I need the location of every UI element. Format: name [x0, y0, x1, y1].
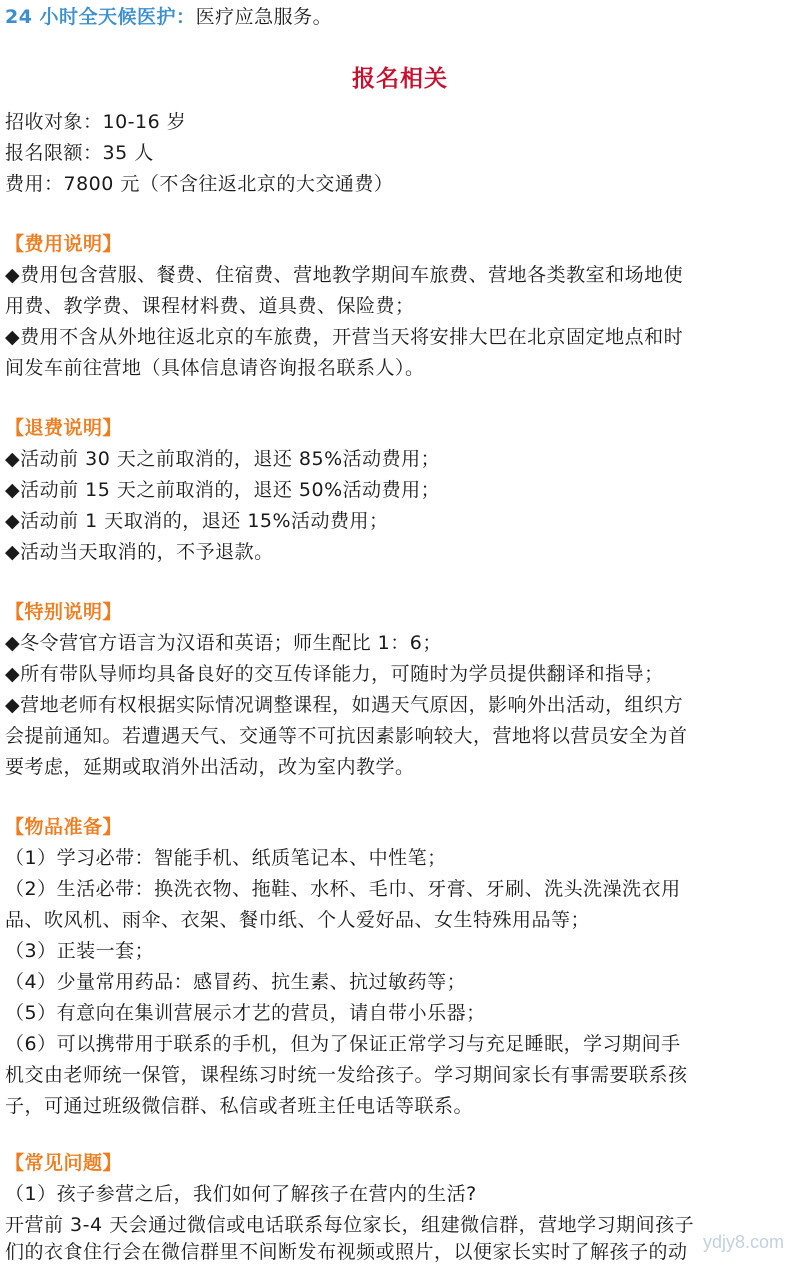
- medical-service-line: [5, 2, 795, 32]
- medical-service-value: 医疗应急服务。: [195, 6, 333, 28]
- fee-section-line: 用费、教学费、课程材料费、道具费、保险费；: [5, 295, 415, 317]
- basic-info-line: 费用：7800 元（不含往返北京的大交通费）: [5, 173, 394, 195]
- items-section-line: 品、吹风机、雨伞、衣架、餐巾纸、个人爱好品、女生特殊用品等；: [5, 909, 591, 931]
- refund-section-line: ◆活动前 15 天之前取消的，退还 50%活动费用；: [5, 479, 441, 501]
- faq-section-line: 们的衣食住行会在微信群里不间断发布视频或照片，以便家长实时了解孩子的动: [5, 1241, 688, 1263]
- faq-section-line: （1）孩子参营之后，我们如何了解孩子在营内的生活?: [5, 1183, 477, 1205]
- refund-section-line: ◆活动当天取消的，不予退款。: [5, 541, 274, 563]
- special-section-line: ◆营地老师有权根据实际情况调整课程，如遇天气原因，影响外出活动，组织方: [5, 694, 684, 716]
- items-section-line: （3）正装一套；: [5, 940, 155, 962]
- refund-section-heading: 【退费说明】: [5, 417, 123, 439]
- fee-section-heading: 【费用说明】: [5, 233, 123, 255]
- refund-section-line: ◆活动前 30 天之前取消的，退还 85%活动费用；: [5, 448, 441, 470]
- special-section-heading: 【特别说明】: [5, 601, 123, 623]
- fee-section-line: ◆费用不含从外地往返北京的车旅费，开营当天将安排大巴在北京固定地点和时: [5, 326, 684, 348]
- items-section-line: （1）学习必带：智能手机、纸质笔记本、中性笔；: [5, 847, 447, 869]
- items-section-line: （6）可以携带用于联系的手机，但为了保证正常学习与充足睡眠，学习期间手: [5, 1033, 681, 1055]
- fee-section-line: ◆费用包含营服、餐费、住宿费、营地教学期间车旅费、营地各类教室和场地使: [5, 264, 684, 286]
- items-section-line: 机交由老师统一保管，课程练习时统一发给孩子。学习期间家长有事需要联系孩: [5, 1064, 688, 1086]
- watermark: ydjy8.com: [702, 1232, 784, 1252]
- items-section-line: （5）有意向在集训营展示才艺的营员，请自带小乐器；: [5, 1002, 486, 1024]
- refund-section-line: ◆活动前 1 天取消的，退还 15%活动费用；: [5, 510, 389, 532]
- basic-info-line: 招收对象：10-16 岁: [5, 111, 187, 133]
- medical-service-label: 24 小时全天候医护：: [5, 6, 196, 28]
- basic-info-line: 报名限额：35 人: [5, 142, 154, 164]
- faq-section-line: 开营前 3-4 天会通过微信或电话联系每位家长，组建微信群，营地学习期间孩子: [5, 1214, 695, 1236]
- special-section-line: 要考虑，延期或取消外出活动，改为室内教学。: [5, 756, 415, 778]
- fee-section-line: 间发车前往营地（具体信息请咨询报名联系人）。: [5, 357, 425, 379]
- special-section-line: 会提前通知。若遭遇天气、交通等不可抗因素影响较大，营地将以营员安全为首: [5, 725, 688, 747]
- faq-section-heading: 【常见问题】: [5, 1152, 123, 1174]
- items-section-line: 子，可通过班级微信群、私信或者班主任电话等联系。: [5, 1095, 474, 1117]
- special-section-line: ◆冬令营官方语言为汉语和英语；师生配比 1：6；: [5, 632, 442, 654]
- special-section-line: ◆所有带队导师均具备良好的交互传译能力，可随时为学员提供翻译和指导；: [5, 663, 664, 685]
- items-section-line: （4）少量常用药品：感冒药、抗生素、抗过敏药等；: [5, 971, 467, 993]
- items-section-heading: 【物品准备】: [5, 816, 123, 838]
- items-section-line: （2）生活必带：换洗衣物、拖鞋、水杯、毛巾、牙膏、牙刷、洗头洗澡洗衣用: [5, 878, 681, 900]
- page-title: 报名相关: [352, 66, 448, 92]
